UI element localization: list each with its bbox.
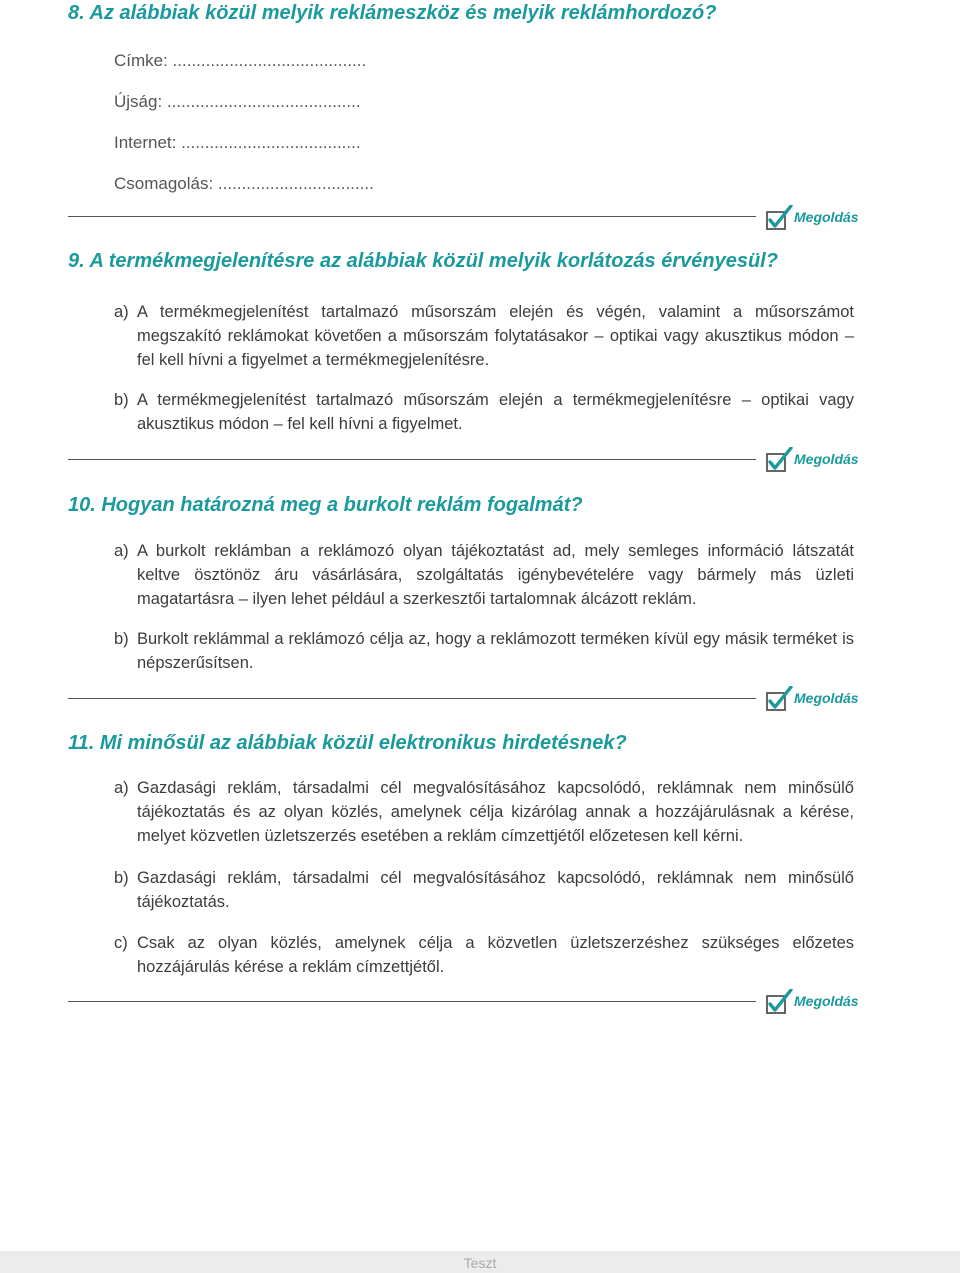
option-letter: b) <box>114 869 129 887</box>
footer-label: Teszt <box>463 1255 497 1271</box>
option-letter: b) <box>114 391 129 409</box>
answer-option-9b[interactable] <box>114 388 854 436</box>
option-text: Csak az olyan közlés, amelynek célja a közvetlen üzletszerzéshez szükséges előzetes hozzájárulás kérése a reklám címzettjétől. <box>137 934 854 976</box>
answer-option-10a[interactable] <box>114 539 854 611</box>
option-text: A burkolt reklámban a reklámozó olyan tájékoztatást ad, mely semleges információ látszatát keltve ösztönöz áru vásárlására, szolgáltatás igénybevételére vagy bármely más üzleti magatartásra – ilyen lehet például a szerkesztői tartalomnak álcázott reklám. <box>137 542 854 608</box>
solution-link-q11[interactable]: Megoldás <box>794 993 859 1009</box>
answer-option-11b[interactable] <box>114 866 854 914</box>
answer-option-11a[interactable] <box>114 776 854 848</box>
answer-option-10b[interactable] <box>114 627 854 675</box>
separator-line <box>68 698 756 699</box>
option-text: Gazdasági reklám, társadalmi cél megvalósításához kapcsolódó, reklámnak nem minősülő tájékoztatás és az olyan közlés, amelynek célja kizárólag annak a hozzájárulásnak a kérése, melyet közvetlen üzletszerzés esetében a reklám címzettjétől előzetesen kell kérni. <box>137 779 854 845</box>
separator-line <box>68 1001 756 1002</box>
option-text: A termékmegjelenítést tartalmazó műsorszám elején és végén, valamint a műsorszámot megszakító reklámokat követően a műsorszám folytatásakor – optikai vagy akusztikus módon – fel kell hívni a figyelmet a termékmegjelenítésre. <box>137 303 854 369</box>
checkmark-icon[interactable] <box>766 447 794 473</box>
option-letter: c) <box>114 934 128 952</box>
field-ujsag: Újság: ......................................... <box>114 92 361 111</box>
option-letter: a) <box>114 303 129 321</box>
field-csomagolas: Csomagolás: ................................. <box>114 174 374 193</box>
option-text: A termékmegjelenítést tartalmazó műsorszám elején a termékmegjelenítésre – optikai vagy akusztikus módon – fel kell hívni a figyelmet. <box>137 391 854 433</box>
question-9-title: 9. A termékmegjelenítésre az alábbiak közül melyik korlátozás érvényesül? <box>68 250 778 272</box>
solution-link-q8[interactable]: Megoldás <box>794 209 859 225</box>
separator-line <box>68 459 756 460</box>
field-internet: Internet: ...................................... <box>114 133 361 152</box>
question-11-title: 11. Mi minősül az alábbiak közül elektronikus hirdetésnek? <box>68 732 627 754</box>
checkmark-icon[interactable] <box>766 989 794 1015</box>
checkmark-icon[interactable] <box>766 205 794 231</box>
question-10-title: 10. Hogyan határozná meg a burkolt reklám fogalmát? <box>68 494 583 516</box>
field-cimke: Címke: ......................................... <box>114 51 367 70</box>
solution-link-q10[interactable]: Megoldás <box>794 690 859 706</box>
question-8-title: 8. Az alábbiak közül melyik reklámeszköz és melyik reklámhordozó? <box>68 2 717 24</box>
checkmark-icon[interactable] <box>766 686 794 712</box>
answer-option-9a[interactable] <box>114 300 854 372</box>
separator-line <box>68 216 756 217</box>
solution-link-q9[interactable]: Megoldás <box>794 451 859 467</box>
option-letter: a) <box>114 542 129 560</box>
option-text: Gazdasági reklám, társadalmi cél megvalósításához kapcsolódó, reklámnak nem minősülő tájékoztatás. <box>137 869 854 911</box>
answer-option-11c[interactable] <box>114 931 854 979</box>
option-letter: a) <box>114 779 129 797</box>
option-text: Burkolt reklámmal a reklámozó célja az, hogy a reklámozott terméken kívül egy másik terméket is népszerűsítsen. <box>137 630 854 672</box>
option-letter: b) <box>114 630 129 648</box>
